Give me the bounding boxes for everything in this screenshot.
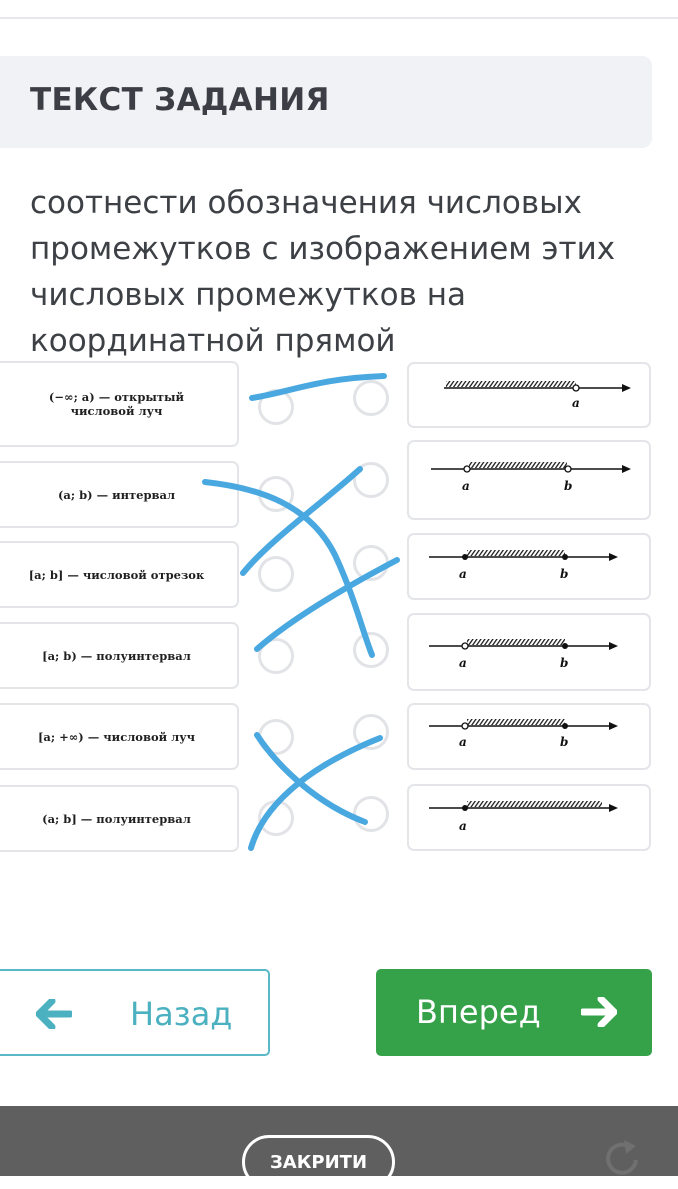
right-connector-radio-5[interactable]: [353, 714, 389, 750]
svg-text:a: a: [459, 656, 467, 670]
left-connector-radio-6[interactable]: [258, 800, 294, 836]
svg-text:b: b: [560, 656, 569, 670]
left-item-label: [a; b] — числовой отрезок: [28, 567, 205, 582]
left-connector-radio-5[interactable]: [258, 719, 294, 755]
svg-text:a: a: [459, 567, 467, 581]
left-connector-radio-4[interactable]: [258, 638, 294, 674]
left-item-label: [a; +∞) — числовой луч: [37, 729, 196, 744]
top-divider: [0, 17, 678, 19]
back-button-label: Назад: [130, 995, 233, 1033]
left-item-label: (a; b) — интервал: [57, 487, 176, 502]
left-item-2[interactable]: [0, 461, 239, 528]
right-item-6[interactable]: [407, 784, 651, 851]
number-line-half-interval-left-closed: [409, 705, 649, 768]
number-line-segment-closed: [409, 535, 649, 598]
arrow-left-icon: [36, 999, 72, 1029]
right-item-4[interactable]: [407, 613, 651, 691]
svg-text:b: b: [560, 567, 569, 581]
svg-text:a: a: [462, 479, 470, 493]
left-connector-radio-2[interactable]: [258, 476, 294, 512]
next-button-label: Вперед: [416, 993, 541, 1031]
right-connector-radio-6[interactable]: [353, 796, 389, 832]
left-item-label: (−∞; a) — открытый числовой луч: [48, 390, 185, 418]
right-item-1[interactable]: [407, 362, 651, 428]
right-connector-radio-3[interactable]: [353, 545, 389, 581]
number-line-half-interval-right-closed: [409, 615, 649, 689]
right-item-2[interactable]: [407, 440, 651, 520]
left-connector-radio-1[interactable]: [258, 389, 294, 425]
next-button[interactable]: [376, 969, 652, 1056]
close-button[interactable]: ЗАКРИТИ: [242, 1135, 395, 1189]
number-line-interval-open: [409, 442, 649, 518]
task-text: соотнести обозначения числовых промежутков с изображением этих числовых промежутков на координатной прямой: [30, 185, 616, 359]
task-header-title: ТЕКСТ ЗАДАНИЯ: [30, 82, 330, 118]
number-line-ray-left-open: [409, 364, 649, 426]
right-connector-radio-1[interactable]: [353, 380, 389, 416]
arrow-right-icon: [581, 997, 617, 1027]
back-button[interactable]: [0, 969, 270, 1056]
left-item-6[interactable]: [0, 785, 239, 852]
left-item-4[interactable]: [0, 622, 239, 689]
right-connector-radio-4[interactable]: [353, 632, 389, 668]
left-item-1[interactable]: [0, 361, 239, 447]
svg-text:b: b: [560, 735, 569, 749]
svg-text:a: a: [572, 396, 580, 410]
reload-icon[interactable]: [600, 1138, 644, 1176]
left-connector-radio-3[interactable]: [258, 556, 294, 592]
svg-text:a: a: [459, 819, 467, 833]
number-line-ray-right-closed: [409, 786, 649, 849]
left-item-5[interactable]: [0, 703, 239, 770]
svg-text:b: b: [564, 479, 573, 493]
left-item-label: [a; b) — полуинтервал: [42, 648, 191, 663]
right-item-3[interactable]: [407, 533, 651, 600]
right-connector-radio-2[interactable]: [353, 462, 389, 498]
svg-text:a: a: [459, 735, 467, 749]
left-item-3[interactable]: [0, 541, 239, 608]
left-item-label: (a; b] — полуинтервал: [42, 811, 191, 826]
right-item-5[interactable]: [407, 703, 651, 770]
